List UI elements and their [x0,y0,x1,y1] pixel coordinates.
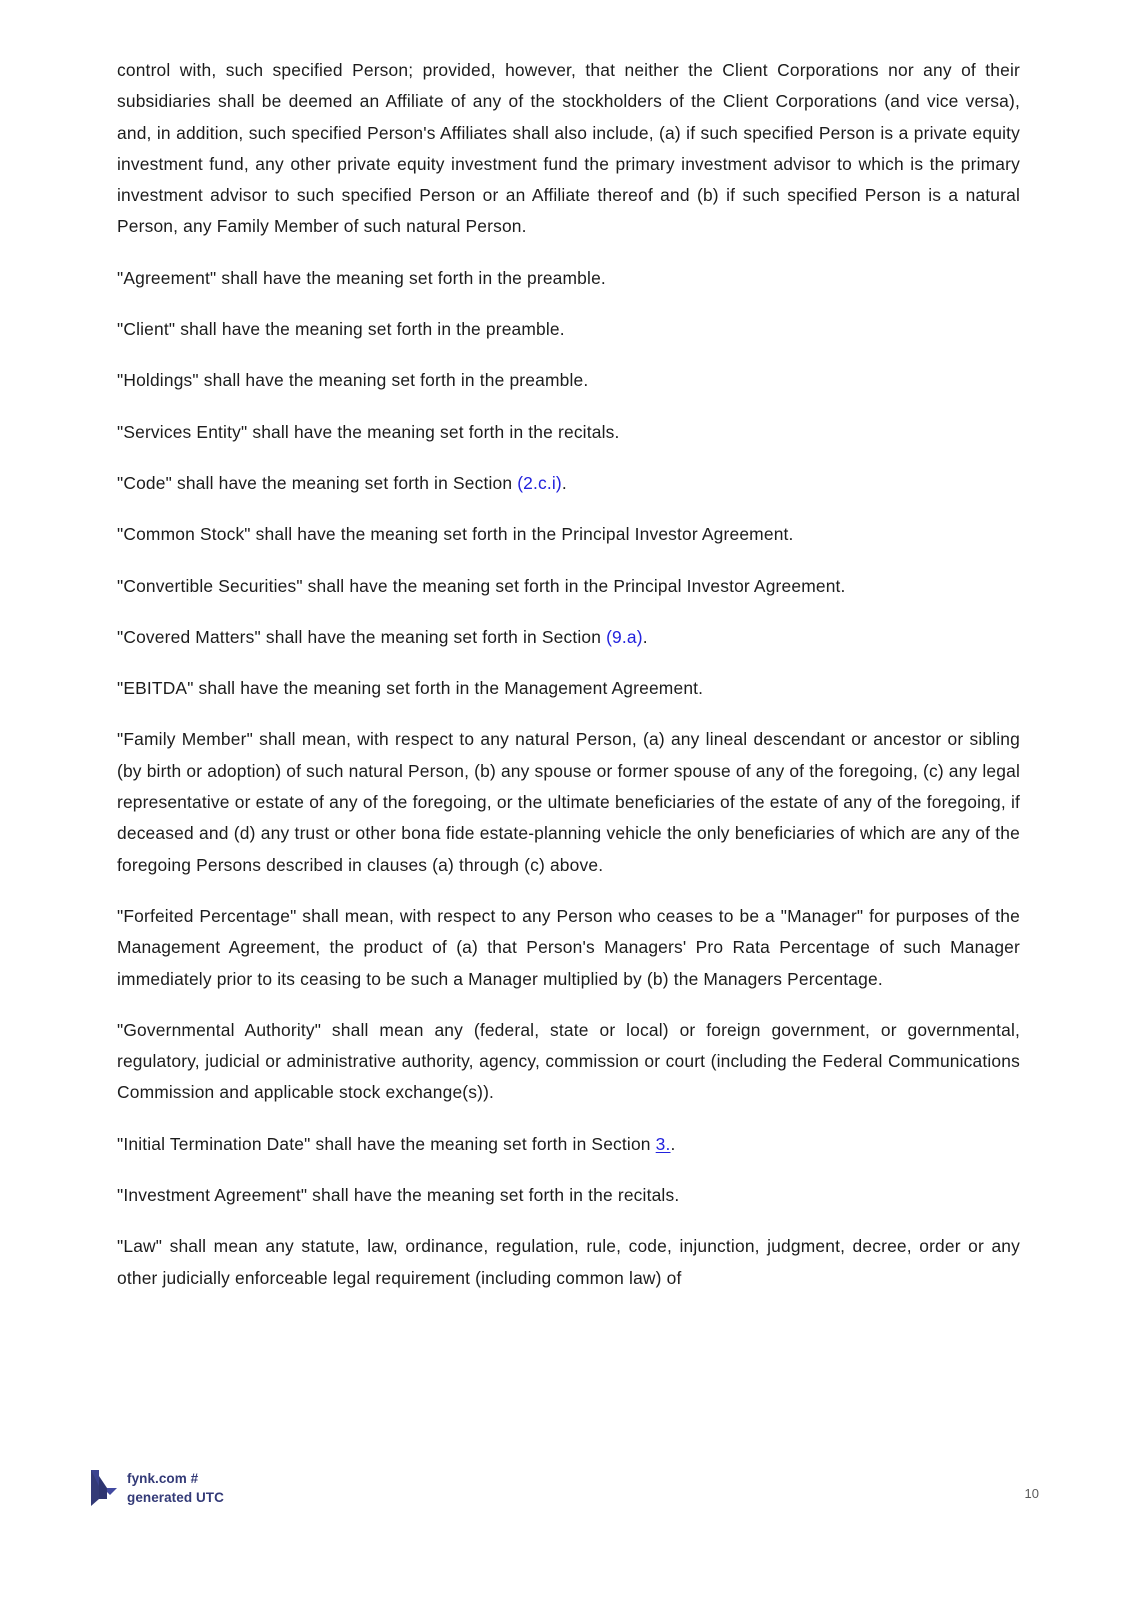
definition-code-text-before: "Code" shall have the meaning set forth in Section [117,472,518,493]
definition-initial-termination-date-text-before: "Initial Termination Date" shall have the meaning set forth in Section [117,1133,656,1154]
page-number: 10 [1024,1486,1039,1501]
footer-brand-line-1: fynk.com # [127,1471,199,1486]
footer-brand-line-2: generated UTC [127,1490,224,1505]
paragraph-definition-covered-matters [117,622,1020,653]
paragraph-definition-holdings: "Holdings" shall have the meaning set forth in the preamble. [117,370,589,391]
definition-covered-matters-text-before: "Covered Matters" shall have the meaning set forth in Section [117,626,607,647]
definition-code-text-after: . [561,472,567,493]
paragraph-definition-law: "Law" shall mean any statute, law, ordinance, regulation, rule, code, injunction, judgment, decree, order or any other judicially enforceable legal requirement (including common law) of [117,1236,1020,1288]
paragraph-definition-investment-agreement: "Investment Agreement" shall have the meaning set forth in the recitals. [117,1185,680,1206]
section-link-3[interactable]: 3. [655,1133,671,1154]
footer-brand [88,1468,224,1508]
paragraph-definition-convertible-securities: "Convertible Securities" shall have the meaning set forth in the Principal Investor Agreement. [117,575,846,596]
paragraph-affiliate-continuation: control with, such specified Person; provided, however, that neither the Client Corporations nor any of their subsidiaries shall be deemed an Affiliate of any of the stockholders of the Client Corporations (and vice versa), and, in addition, such specified Person's Affiliates shall also include, (a) if such specified Person is a private equity investment fund, any other private equity investment fund the primary investment advisor to which is the primary investment advisor to such specified Person or an Affiliate thereof and (b) if such specified Person is a natural Person, any Family Member of such natural Person. [117,60,1020,237]
paragraph-definition-ebitda: "EBITDA" shall have the meaning set forth in the Management Agreement. [117,678,704,699]
section-link-9a[interactable]: (9.a) [606,626,643,647]
paragraph-definition-family-member: "Family Member" shall mean, with respect to any natural Person, (a) any lineal descendant or ancestor or sibling (by birth or adoption) of such natural Person, (b) any spouse or former spouse of any of the foregoing, (c) any legal representative or estate of any of the foregoing, or the ultimate beneficiaries of the estate of any of the foregoing, if deceased and (d) any trust or other bona fide estate-planning vehicle the only beneficiaries of which are any of the foregoing Persons described in clauses (a) through (c) above. [117,729,1020,875]
fynk-logo-icon [88,1468,118,1508]
section-link-2ci[interactable]: (2.c.i) [517,472,562,493]
page-footer [0,1468,1131,1538]
definition-initial-termination-date-text-after: . [670,1133,676,1154]
paragraph-definition-code [117,468,1020,499]
paragraph-definition-governmental-authority: "Governmental Authority" shall mean any (federal, state or local) or foreign government, or governmental, regulatory, judicial or administrative authority, agency, commission or court (including the Federal Communications Commission and applicable stock exchange(s)). [117,1019,1020,1103]
footer-brand-text [127,1469,224,1507]
paragraph-definition-agreement: "Agreement" shall have the meaning set forth in the preamble. [117,267,606,288]
paragraph-definition-services-entity: "Services Entity" shall have the meaning set forth in the recitals. [117,421,620,442]
paragraph-definition-client: "Client" shall have the meaning set forth in the preamble. [117,319,565,340]
document-body [117,55,1020,1294]
definition-covered-matters-text-after: . [642,626,648,647]
paragraph-definition-initial-termination-date [117,1129,1020,1160]
paragraph-definition-common-stock: "Common Stock" shall have the meaning set forth in the Principal Investor Agreement. [117,524,794,545]
paragraph-definition-forfeited-percentage: "Forfeited Percentage" shall mean, with respect to any Person who ceases to be a "Manager" for purposes of the Management Agreement, the product of (a) that Person's Managers' Pro Rata Percentage of such Manager immediately prior to its ceasing to be such a Manager multiplied by (b) the Managers Percentage. [117,905,1020,989]
